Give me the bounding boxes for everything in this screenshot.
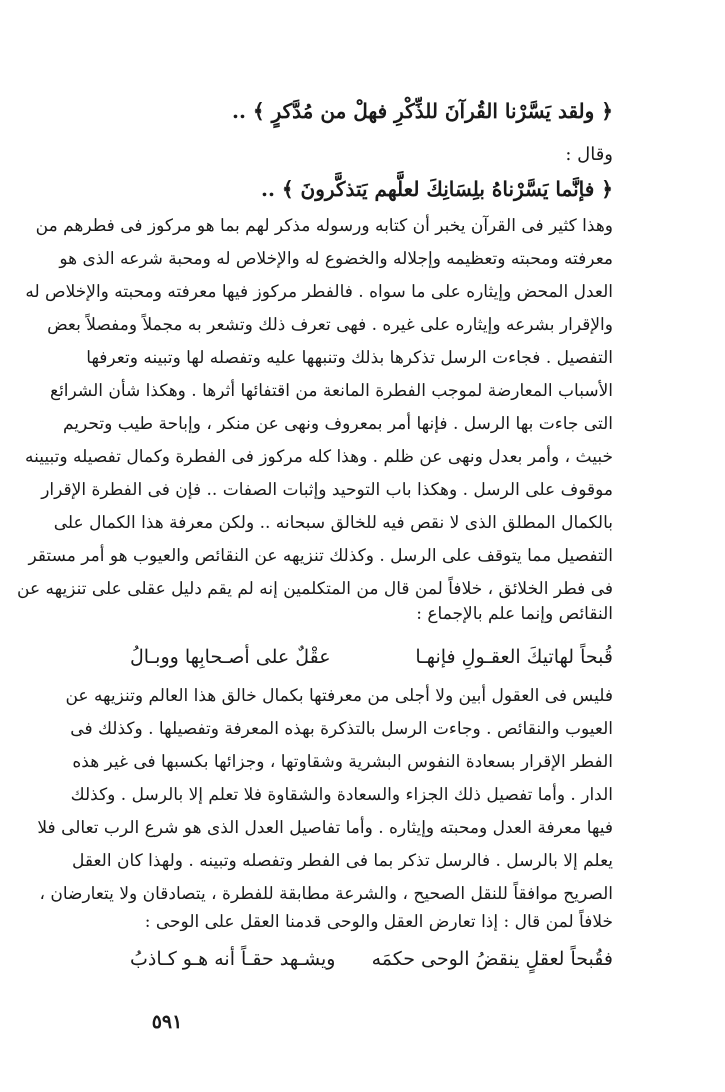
- poem-1-hemistich-1: قُبحاً لهاتيكَ العقـولِ فإنهـا: [415, 646, 613, 668]
- paragraph-line: بالكمال المطلق الذى لا نقص فيه للخالق سبحانه .. ولكن معرفة هذا الكمال على: [53, 513, 613, 533]
- paragraph-line: التفصيل مما يتوقف على الرسل . وكذلك تنزيهه عن النقائص والعيوب هو أمر مستقر: [28, 546, 613, 566]
- paragraph-line: موقوف على الرسل . وهكذا باب التوحيد وإثبات الصفات .. فإن فى الفطرة الإقرار: [41, 480, 613, 500]
- quran-verse-1: ﴿ ولقد يَسَّرْنا القُرآنَ للذِّكْرِ فهلْ من مُدَّكرٍ ﴾ ..: [232, 99, 613, 123]
- paragraph-line: وهذا كثير فى القرآن يخبر أن كتابه ورسوله مذكر لهم بما هو مركوز فى فطرهم من: [35, 216, 613, 236]
- paragraph-line: العيوب والنقائص . وجاءت الرسل بالتذكرة بهذه المعرفة وتفصيلها . وكذلك فى: [70, 719, 613, 739]
- paragraph-line: التى جاءت بها الرسل . فإنها أمر بمعروف ونهى عن منكر ، وإباحة طيب وتحريم: [62, 414, 613, 434]
- poem-2-hemistich-2: ويشـهد حقـاً أنه هـو كـاذبُ: [130, 948, 336, 970]
- paragraph-line: والإقرار بشرعه وإيثاره على غيره . فهى تعرف ذلك وتشعر به مجملاً ومفصلاً بعض: [47, 315, 613, 335]
- paragraph-line: معرفته ومحبته وتعظيمه وإجلاله والخضوع له والإخلاص له ومحبة شرعه الذى هو: [59, 249, 613, 269]
- paragraph-line: خلافاً لمن قال : إذا تعارض العقل والوحى قدمنا العقل على الوحى :: [144, 912, 613, 932]
- paragraph-line: فيها معرفة العدل ومحبته وإيثاره . وأما تفاصيل العدل الذى هو شرع الرب تعالى فلا: [37, 818, 613, 838]
- paragraph-line: التفصيل . فجاءت الرسل تذكرها بذلك وتنبهها عليه وتفصله لها وتبينه وتعرفها: [86, 348, 613, 368]
- poem-2-hemistich-1: فقُبحاً لعقلٍ ينقضُ الوحى حكمَه: [371, 948, 613, 970]
- page-number: ٥٩١: [151, 1011, 183, 1033]
- paragraph-line: خبيث ، وأمر بعدل ونهى عن ظلم . وهذا كله مركوز فى الفطرة وكمال تفصيله وتبيينه: [25, 447, 613, 467]
- paragraph-line: فليس فى العقول أبين ولا أجلى من معرفتها بكمال خالق هذا العالم وتنزيهه عن: [65, 686, 613, 706]
- verse-intro-text: وقال :: [565, 144, 613, 165]
- quran-verse-2: ﴿ فإنَّما يَسَّرْناهُ بلِسَانِكَ لعلَّهم يَتذكَّرونَ ﴾ ..: [260, 177, 613, 201]
- poem-1-hemistich-2: عقْلٌ على أصـحابِها ووبـالُ: [130, 646, 331, 668]
- paragraph-line: النقائص وإنما علم بالإجماع :: [416, 604, 613, 624]
- paragraph-line: الدار . وأما تفصيل ذلك الجزاء والسعادة والشقاوة فلا تعلم إلا بالرسل . وكذلك: [70, 785, 613, 805]
- paragraph-line: فى فطر الخلائق ، خلافاً لمن قال من المتكلمين إنه لم يقم دليل عقلى على تنزيهه عن: [17, 579, 613, 599]
- paragraph-line: العدل المحض وإيثاره على ما سواه . فالفطر مركوز فيها معرفته ومحبته والإخلاص له: [25, 282, 613, 302]
- paragraph-line: الفطر الإقرار بسعادة النفوس البشرية وشقاوتها ، وجزائها بكسبها فى غير هذه: [72, 752, 613, 772]
- paragraph-line: الأسباب المعارضة لموجب الفطرة المانعة من اقتفائها أثرها . وهكذا شأن الشرائع: [50, 381, 613, 401]
- paragraph-line: الصريح موافقاً للنقل الصحيح ، والشرعة مطابقة للفطرة ، يتصادقان ولا يتعارضان ،: [39, 884, 613, 904]
- paragraph-line: يعلم إلا بالرسل . فالرسل تذكر بما فى الفطر وتفصله وتبينه . ولهذا كان العقل: [72, 851, 613, 871]
